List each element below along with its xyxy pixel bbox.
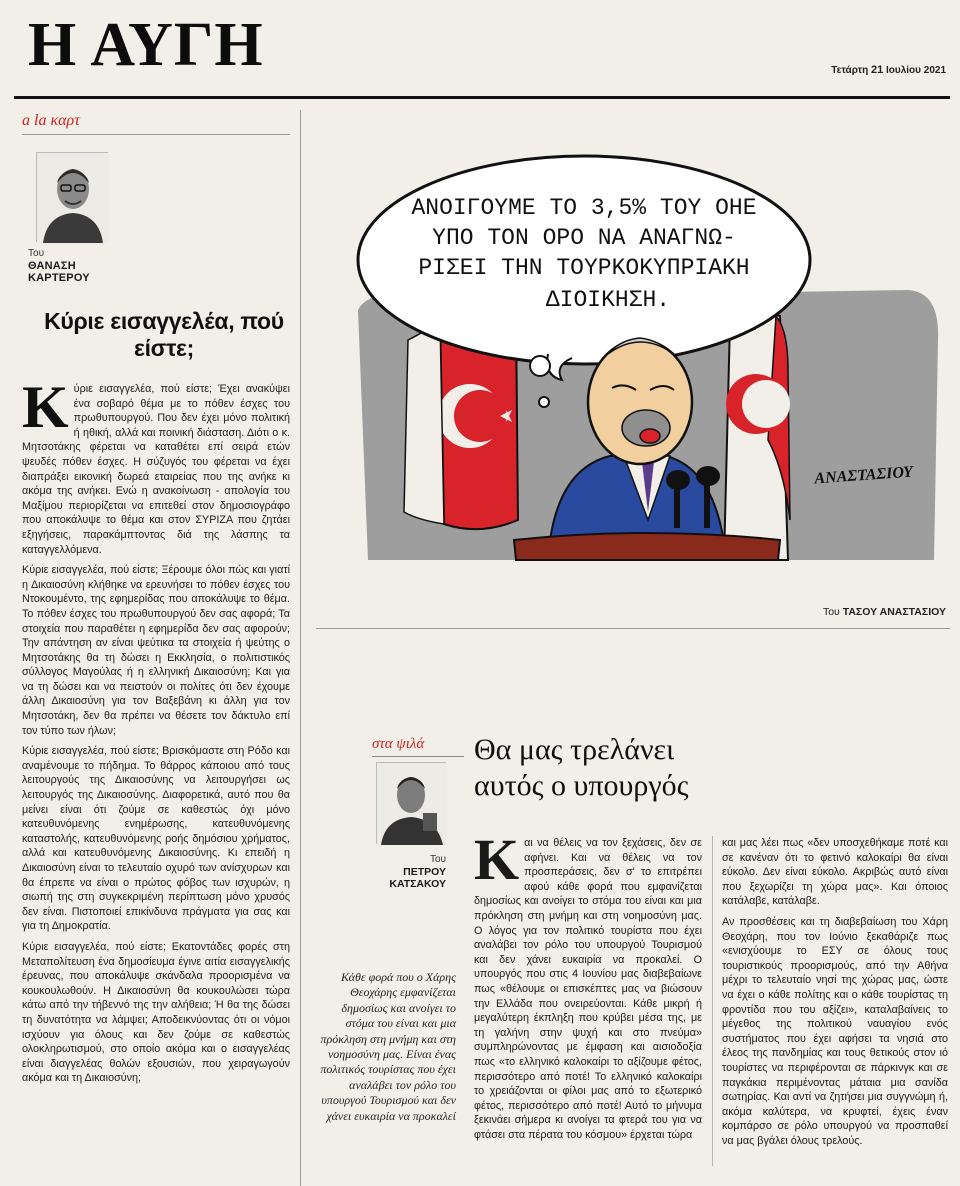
paragraph-1-text: ύριε εισαγγελέα, πού είστε; Έχει ανακύψει ένα σοβαρό θέμα με το πόθεν έσχες του πρωθυπουργού. Που δεν έχει μόνο πολιτική ή ηθική, αλλά και ποινική διάσταση. Διότι ο κ. Μητσοτάκης φέρεται να καταθέτει επί σειρά ετών ψευδές πόθεν έσχες. Η σύζυγός του φέρεται να έχει διαπράξει εικονική δωρεά εταιρείας που της ανήκε κι ακόμα της ανήκει. Ενώ η ανακοίνωση - απολογία του Μαξίμου περιορίζεται να επιτεθεί στον δημοσιογράφο που αποκάλυψε το θέμα και στον ΣΥΡΙΖΑ που ζητάει εξηγήσεις, παρακάμπτοντας διά της λάσπης τα καταγγελλόμενα. [22, 383, 290, 556]
date-month-year: Ιουλίου 2021 [886, 65, 946, 76]
section-rule [316, 628, 950, 629]
speech-line-2: ΥΠΟ ΤΟΝ ΟΡΟ ΝΑ ΑΝΑΓΝΩ- [432, 225, 736, 251]
column-kicker: a la καρτ [22, 112, 80, 129]
article-headline: Κύριε εισαγγελέα, πού είστε; [44, 308, 284, 361]
column-divider [300, 110, 301, 1186]
article-headline-2 [474, 732, 774, 804]
issue-date [831, 64, 946, 76]
left-article [22, 112, 290, 1085]
author-photo-2 [376, 762, 446, 844]
tc-flag-icon [724, 315, 790, 560]
paragraph-2: Κύριε εισαγγελέα, πού είστε; Ξέρουμε όλοι πώς και γιατί η Δικαιοσύνη κλήθηκε να ερευνήσει το πόθεν έσχες του Ντοκουμέντο, της εφημερίδας που αποκάλυψε το θέμα. Το πόθεν έσχες του πρωθυπουργού δεν σας αφορά; Τα στοιχεία που παραθέτει η εφημερίδα δεν σας αφορούν; Την απάντηση αν είναι ψεύτικα τα στοιχεία ή ψεύτης ο Μητσοτάκης θα τη δώσει η Εκκλησία, ο πολιτιστικός σύλλογος Μαγούλας ή η ελληνική Δικαιοσύνη; Και για να τη δώσει και να πειστούν οι πολίτες ότι δεν έχουμε άλλη Δικαιοσύνη για τον Βαξεβάνη κι άλλη για τον Μητσοτάκη, δεν θα πρέπει να θέσετε τον δάκτυλο επί τον τύπο των ήλων; [22, 564, 290, 737]
author-last-name: ΚΑΡΤΕΡΟΥ [28, 272, 90, 284]
top-rule [14, 96, 950, 99]
headline-2-line-1: Θα μας τρελάνει [474, 733, 675, 766]
article-2-column-1 [474, 827, 702, 1142]
article-2-paragraph-2: Αν προσθέσεις και τη διαβεβαίωση του Χάρη Θεοχάρη, που τον Ιούνιο ξεκαθάριζε πως «ενισχύουμε το ΕΣΥ σε όλους τους τουριστικούς προορισμούς, από την Αθήνα μέχρι το τελευταίο νησί της χώρας μας, ώστε να έχει ο κάθε πολίτης και ο κάθε τουρίστας τη φροντίδα που του αξίζει», καταλαβαίνεις το μέγεθος της πολιτικού ναυαγίου ενός συστήματος που έχει αφήσει τα νησιά στο έλεος της πανδημίας και τους θετικούς στον ιό τουρίστες να περιφέρονται σε πάρκινγκ και σε παγκάκια περιμένοντας μάταια μια σανίδα σωτηρίας. Και αντί να ζητήσει μια συγγνώμη ή, ακόμα καλύτερα, να κρυφτεί, έχεις έναν κομπάρσο σε ρόλο υπουργού να προσπαθεί να μας βγάλει όλους τρελούς. [722, 915, 948, 1147]
author-first-name-2: ΠΕΤΡΟΥ [403, 866, 446, 878]
author-photo [36, 152, 108, 242]
speech-line-1: ΑΝΟΙΓΟΥΜΕ ΤΟ 3,5% ΤΟΥ ΟΗΕ [411, 195, 757, 221]
masthead: Η ΑΥΓΗ [28, 11, 264, 79]
editorial-cartoon [348, 140, 946, 580]
speech-line-3: ΡΙΣΕΙ ΤΗΝ ΤΟΥΡΚΟΚΥΠΡΙΑΚΗ [418, 255, 750, 281]
date-weekday: Τετάρτη [831, 65, 869, 76]
author-first-name: ΘΑΝΑΣΗ [28, 260, 76, 272]
cartoon-credit [823, 606, 946, 618]
cartoonist-signature: ΑΝΑΣΤΑΣΙΟΥ [813, 463, 914, 488]
kicker-rule-2 [372, 756, 464, 757]
paragraph-1 [22, 374, 290, 557]
article-body [22, 374, 290, 1092]
speech-line-4: ΔΙΟΙΚΗΣΗ. [545, 287, 671, 313]
paragraph-4: Κύριε εισαγγελέα, πού είστε; Εκατοντάδες φορές στη Μεταπολίτευση ένα δημοσίευμα έγινε αιτία εισαγγελικής έρευνας, που αποκάλυψε σκάνδαλα προορισμένα να κουκουλωθούν. Η Δικαιοσύνη θα κουκουλώσει τώρα κάτω από την τήβεννό της την αλήθεια; Ή θα της δώσει τη δυνατότητα να λάμψει; Αποδεικνύοντας ότι οι νόμοι ισχύουν για όλους και δεν ζούμε σε καθεστώς ολοκληρωτισμού, στο οποίο ακόμα και ο εισαγγελέας είναι διαγγελέας θολών εξουσιών, που χειραγωγούν ακόμα και τη Δικαιοσύνη; [22, 940, 290, 1085]
drop-cap-2: Κ [474, 827, 520, 892]
date-day: 21 [870, 64, 884, 76]
podium [514, 533, 780, 560]
article-2-column-1-text: αι να θέλεις να τον ξεχάσεις, δεν σε αφήνει. Και να θέλεις να τον προσπεράσεις, δεν σ' το επιτρέπει αφού κάθε φορά που εμφανίζεται δημοσίως και ανοίγει το στόμα του είναι και μια πρόκληση στη μνήμη και στη νοημοσύνη μας. Ο λόγος για τον πολιτικό τουρίστα που έχει αναλάβει τον ρόλο του υπουργού Τουρισμού και δεν χάνει ευκαιρία να προκαλεί. Ο υπουργός που στις 4 Ιουνίου μας διαβεβαίωνε πως «θέλουμε οι επισκέπτες μας να βιώσουν την Ελλάδα που ονειρεύονται. Κάθε μικρή ή μεγαλύτερη έκπληξη που κρύβει μέσα της, με τη γαλήνη στην ψυχή και στο πνεύμα» συμπληρώνοντας με έμφαση και αισιοδοξία πως «το ελληνικό καλοκαίρι το αξίζουμε φέτος, περισσότερο από ποτέ! Το ελληνικό καλοκαίρι το χρειάζονται οι φίλοι μας από το εξωτερικό φέτος, περισσότερο από ποτέ! Αυτό το μήνυμα ξεκινάει σήμερα κι ανοίγει τα φτερά του για να φτάσει στα πέρατα του κόσμου» έρχεται τώρα [474, 837, 702, 1141]
headline-2-line-2: αυτός ο υπουργός [474, 769, 689, 802]
author-byline [22, 248, 122, 284]
author-byline-2 [376, 854, 446, 890]
author-last-name-2: ΚΑΤΣΑΚΟΥ [389, 878, 446, 890]
byline-prefix: Του [28, 248, 45, 259]
column-kicker-2: στα ψιλά [372, 736, 425, 752]
byline-prefix-2: Του [429, 854, 446, 865]
drop-cap: Κ [22, 374, 69, 440]
credit-name: ΤΑΣΟΥ ΑΝΑΣΤΑΣΙΟΥ [842, 606, 946, 618]
article-2-column-2 [722, 836, 948, 1154]
kicker-rule [22, 134, 290, 135]
article-2-paragraph-1: και μας λέει πως «δεν υποσχεθήκαμε ποτέ και σε κανέναν ότι το φετινό καλοκαίρι θα είναι εύκολο. Δεν είναι εύκολο. Ακριβώς αυτό είναι που ξεχωρίζει τη χώρα μας». Και όποιος κατάλαβε, κατάλαβε. [722, 837, 948, 908]
credit-prefix: Του [822, 606, 840, 618]
paragraph-3: Κύριε εισαγγελέα, πού είστε; Βρισκόμαστε στη Ρόδο και αναμένουμε το πήδημα. Το θάρρος κάποιου από τους λειτουργούς της Δικαιοσύνης να λειτουργήσει ως λειτουργός της Δικαιοσύνης. Διαφορετικά, αυτό που θα μείνει είναι ότι ζούμε σε καθεστώς όχι μόνο κατευθυνόμενης ενημέρωσης, κατευθυνόμενης καταστολής, κατευθυνόμενης ροής δημόσιου χρήματος, αλλά και κατευθυνόμενης Δικαιοσύνης. Κι επειδή η Δικαιοσύνη είναι το τελευταίο οχυρό των ανίσχυρων και θα έπρεπε να είναι ο πρώτος φόβος των ισχυρών, η σιωπή της στη συγκεκριμένη περίπτωση μόνο χρυσός δεν είναι. Πιστοποιεί επικίνδυνα πράγματα για σας και για τη Δημοκρατία. [22, 745, 290, 933]
pull-quote: Κάθε φορά που ο Χάρης Θεοχάρης εμφανίζεται δημοσίως και ανοίγει το στόμα του είναι και μια πρόκληση στη μνήμη και στη νοημοσύνη μας. Είναι ένας πολιτικός τουρίστας που έχει αναλάβει τον ρόλο του υπουργού Τουρισμού και δεν χάνει ευκαιρία να προκαλεί [320, 970, 456, 1123]
article-2-divider [712, 836, 713, 1166]
